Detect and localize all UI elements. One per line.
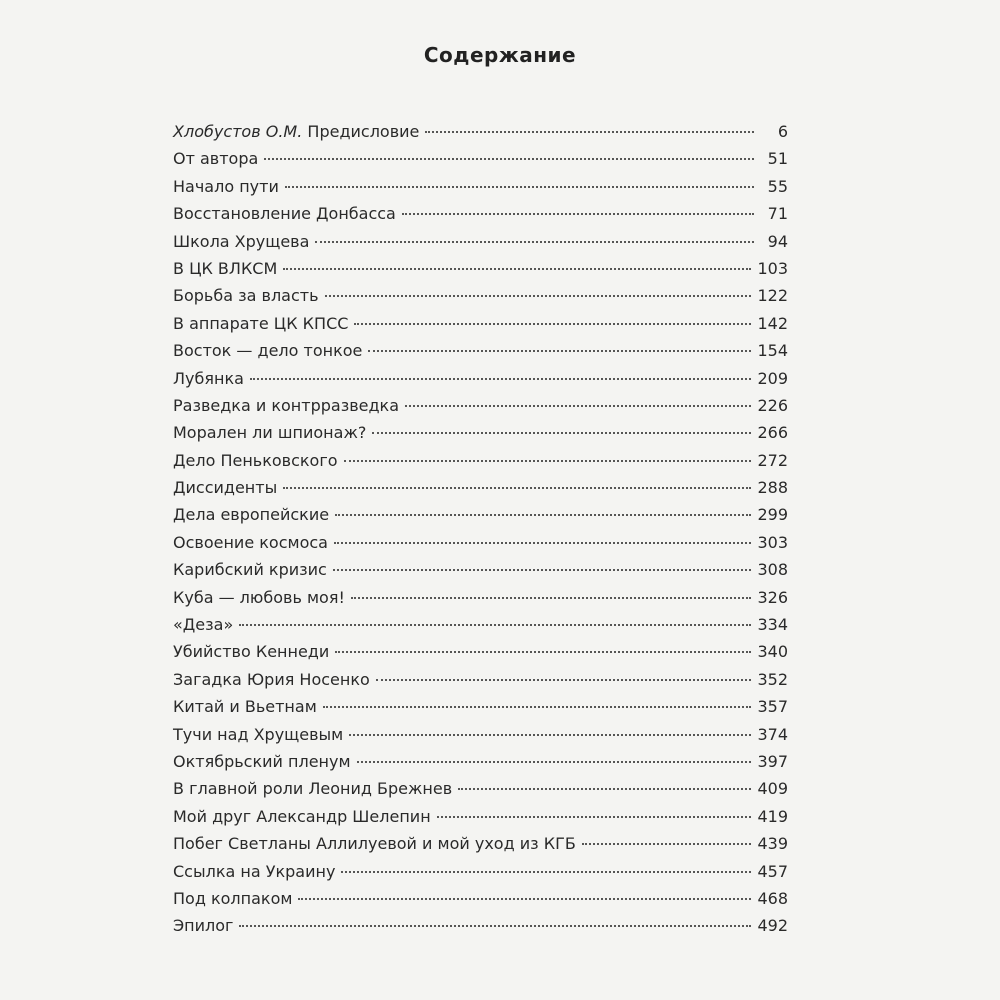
toc-entry-title-text: Октябрьский пленум: [173, 751, 351, 771]
toc-entry: [173, 173, 788, 200]
toc-entry: [173, 501, 788, 528]
page-title: Содержание: [423, 43, 577, 68]
toc-entry: [173, 638, 788, 665]
toc-entry-page: 468: [757, 888, 788, 908]
toc-entry-page: 357: [757, 697, 788, 717]
toc-entry-title: [173, 365, 244, 392]
toc-entry-title: [173, 803, 431, 830]
dot-leader: [368, 349, 751, 352]
toc-entry: [173, 803, 788, 830]
dot-leader: [344, 459, 752, 462]
toc-entry-page: 374: [757, 724, 788, 744]
toc-entry-title: [173, 118, 419, 145]
toc-entry-title-text: Восстановление Донбасса: [173, 204, 396, 224]
toc-entry-title: [173, 173, 279, 200]
toc-entry-page: 272: [757, 450, 788, 470]
dot-leader: [239, 924, 751, 927]
dot-leader: [376, 678, 752, 681]
toc-entry-title: [173, 200, 396, 227]
toc-entry-title-text: Школа Хрущева: [173, 231, 310, 251]
toc-entry-title: [173, 556, 327, 583]
toc-entry-title: [173, 584, 345, 611]
toc-entry-title-text: Начало пути: [173, 176, 279, 196]
toc-entry: [173, 392, 788, 419]
toc-entry: [173, 611, 788, 638]
toc-entry: [173, 721, 788, 748]
toc-entry-title-text: Восток — дело тонкое: [173, 341, 363, 361]
toc-entry-page: 397: [757, 751, 788, 771]
toc-entry-page: 308: [757, 560, 788, 580]
toc-entry-title: [173, 693, 317, 720]
toc-entry: [173, 310, 788, 337]
toc-entry: [173, 118, 788, 145]
dot-leader: [458, 787, 751, 790]
dot-leader: [239, 623, 751, 626]
toc-entry: [173, 666, 788, 693]
dot-leader: [335, 650, 751, 653]
toc-entry-title: [173, 310, 348, 337]
toc-entry: [173, 419, 788, 446]
toc-entry-page: 154: [757, 341, 788, 361]
dot-leader: [405, 404, 751, 407]
dot-leader: [325, 294, 752, 297]
toc-entry-title: [173, 912, 233, 939]
toc-entry-title: [173, 282, 319, 309]
dot-leader: [334, 541, 752, 544]
toc-entry-title: [173, 830, 576, 857]
toc-entry-title: [173, 775, 452, 802]
toc-entry-page: 209: [757, 368, 788, 388]
toc-entry-page: 299: [757, 505, 788, 525]
toc-entry-page: 6: [777, 122, 788, 141]
toc-entry-page: 439: [757, 834, 788, 854]
toc-entry-title: [173, 721, 343, 748]
toc-entry-title-text: Разведка и контрразведка: [173, 395, 399, 415]
toc-entry-title-text: Предисловие: [307, 122, 420, 141]
toc-entry: [173, 556, 788, 583]
toc-entry-title: [173, 501, 329, 528]
toc-entry-title-text: Карибский кризис: [173, 560, 327, 580]
toc-entry-title: [173, 666, 370, 693]
toc-entry-page: 352: [757, 669, 788, 689]
toc-entry-title-text: Лубянка: [173, 368, 244, 388]
toc-entry: [173, 200, 788, 227]
toc-entry: [173, 885, 788, 912]
toc-entry: [173, 282, 788, 309]
toc-entry-title: [173, 885, 292, 912]
toc-entry-title-text: Борьба за власть: [173, 286, 319, 306]
toc-entry-title: [173, 529, 328, 556]
toc-entry: [173, 365, 788, 392]
toc-entry-title: [173, 419, 366, 446]
toc-entry-page: 55: [767, 176, 788, 196]
dot-leader: [341, 870, 751, 873]
toc-entry-title-text: Тучи над Хрущевым: [173, 724, 344, 744]
toc-entry-page: 457: [757, 861, 788, 881]
toc-entry-title-text: От автора: [173, 149, 259, 169]
toc-entry: [173, 447, 788, 474]
dot-leader: [323, 705, 752, 708]
toc-entry-title: [173, 474, 277, 501]
toc-entry-title: [173, 145, 258, 172]
toc-entry-title-text: Куба — любовь моя!: [173, 587, 345, 607]
dot-leader: [351, 596, 752, 599]
dot-leader: [298, 897, 751, 900]
toc-entry: [173, 228, 788, 255]
dot-leader: [357, 760, 752, 763]
toc-entry-title: [173, 748, 351, 775]
toc-entry-page: 303: [757, 532, 788, 552]
dot-leader: [333, 568, 752, 571]
dot-leader: [372, 431, 751, 434]
toc-entry-title-text: В ЦК ВЛКСМ: [173, 258, 278, 278]
toc-entry: [173, 912, 788, 939]
dot-leader: [402, 212, 754, 215]
dot-leader: [335, 513, 751, 516]
dot-leader: [250, 377, 752, 380]
toc-entry-title-text: В аппарате ЦК КПСС: [173, 313, 349, 333]
toc-entry-page: 266: [757, 423, 788, 443]
toc-entry-page: 419: [757, 806, 788, 826]
toc-entry: [173, 255, 788, 282]
toc-entry-page: 340: [757, 642, 788, 662]
toc-entry-page: 71: [767, 204, 788, 224]
toc-entry-title-text: Ссылка на Украину: [173, 861, 336, 881]
toc-entry: [173, 748, 788, 775]
toc-entry-title-text: Морален ли шпионаж?: [173, 423, 367, 443]
toc-entry-page: 492: [757, 916, 788, 936]
toc-entry-page: 409: [757, 779, 788, 799]
toc-entry-title-text: Дела европейские: [173, 505, 330, 525]
dot-leader: [354, 322, 751, 325]
toc-entry-title: [173, 611, 233, 638]
toc-entry: [173, 584, 788, 611]
toc-entry-page: 142: [757, 313, 788, 333]
toc-entry: [173, 693, 788, 720]
toc-entry-title-text: Мой друг Александр Шелепин: [173, 806, 431, 826]
toc-entry: [173, 474, 788, 501]
toc-entry-title: [173, 228, 309, 255]
toc-entry-title-text: Освоение космоса: [173, 532, 328, 552]
toc-entry-title: [173, 447, 338, 474]
toc-entry-page: 288: [757, 478, 788, 498]
toc-entry: [173, 858, 788, 885]
toc-entry-page: 122: [757, 286, 788, 306]
toc-entry-title-text: В главной роли Леонид Брежнев: [173, 779, 453, 799]
dot-leader: [582, 842, 752, 845]
dot-leader: [425, 130, 754, 133]
dot-leader: [264, 157, 754, 160]
toc-entry: [173, 337, 788, 364]
toc-entry: [173, 145, 788, 172]
dot-leader: [283, 486, 751, 489]
dot-leader: [437, 815, 752, 818]
dot-leader: [315, 240, 754, 243]
toc-entry-page: 326: [757, 587, 788, 607]
toc-entry-title: [173, 638, 329, 665]
toc-entry-author: Хлобустов О.М.: [173, 122, 303, 141]
dot-leader: [285, 185, 754, 188]
toc-entry-title: [173, 858, 335, 885]
toc-entry-title-text: Побег Светланы Аллилуевой и мой уход из КГБ: [173, 834, 576, 854]
toc-entry-title-text: «Деза»: [173, 615, 234, 635]
toc-entry-page: 51: [767, 149, 788, 169]
toc-entry-page: 334: [757, 615, 788, 635]
dot-leader: [283, 267, 751, 270]
toc-entry-page: 103: [757, 258, 788, 278]
toc-entry-title-text: Эпилог: [173, 916, 234, 936]
toc-entry: [173, 830, 788, 857]
toc-entry-title: [173, 337, 362, 364]
toc-entry-title-text: Загадка Юрия Носенко: [173, 669, 370, 689]
toc-entry: [173, 775, 788, 802]
toc-entry-title-text: Дело Пеньковского: [173, 450, 338, 470]
toc-entry-title-text: Диссиденты: [173, 478, 278, 498]
toc-entry-page: 226: [757, 395, 788, 415]
toc-entry-title: [173, 255, 277, 282]
toc-entry-title-text: Китай и Вьетнам: [173, 697, 317, 717]
toc-entry: [173, 529, 788, 556]
dot-leader: [349, 733, 751, 736]
table-of-contents: [173, 118, 788, 940]
toc-entry-title-text: Под колпаком: [173, 888, 293, 908]
toc-entry-page: 94: [767, 231, 788, 251]
toc-entry-title: [173, 392, 399, 419]
toc-entry-title-text: Убийство Кеннеди: [173, 642, 330, 662]
